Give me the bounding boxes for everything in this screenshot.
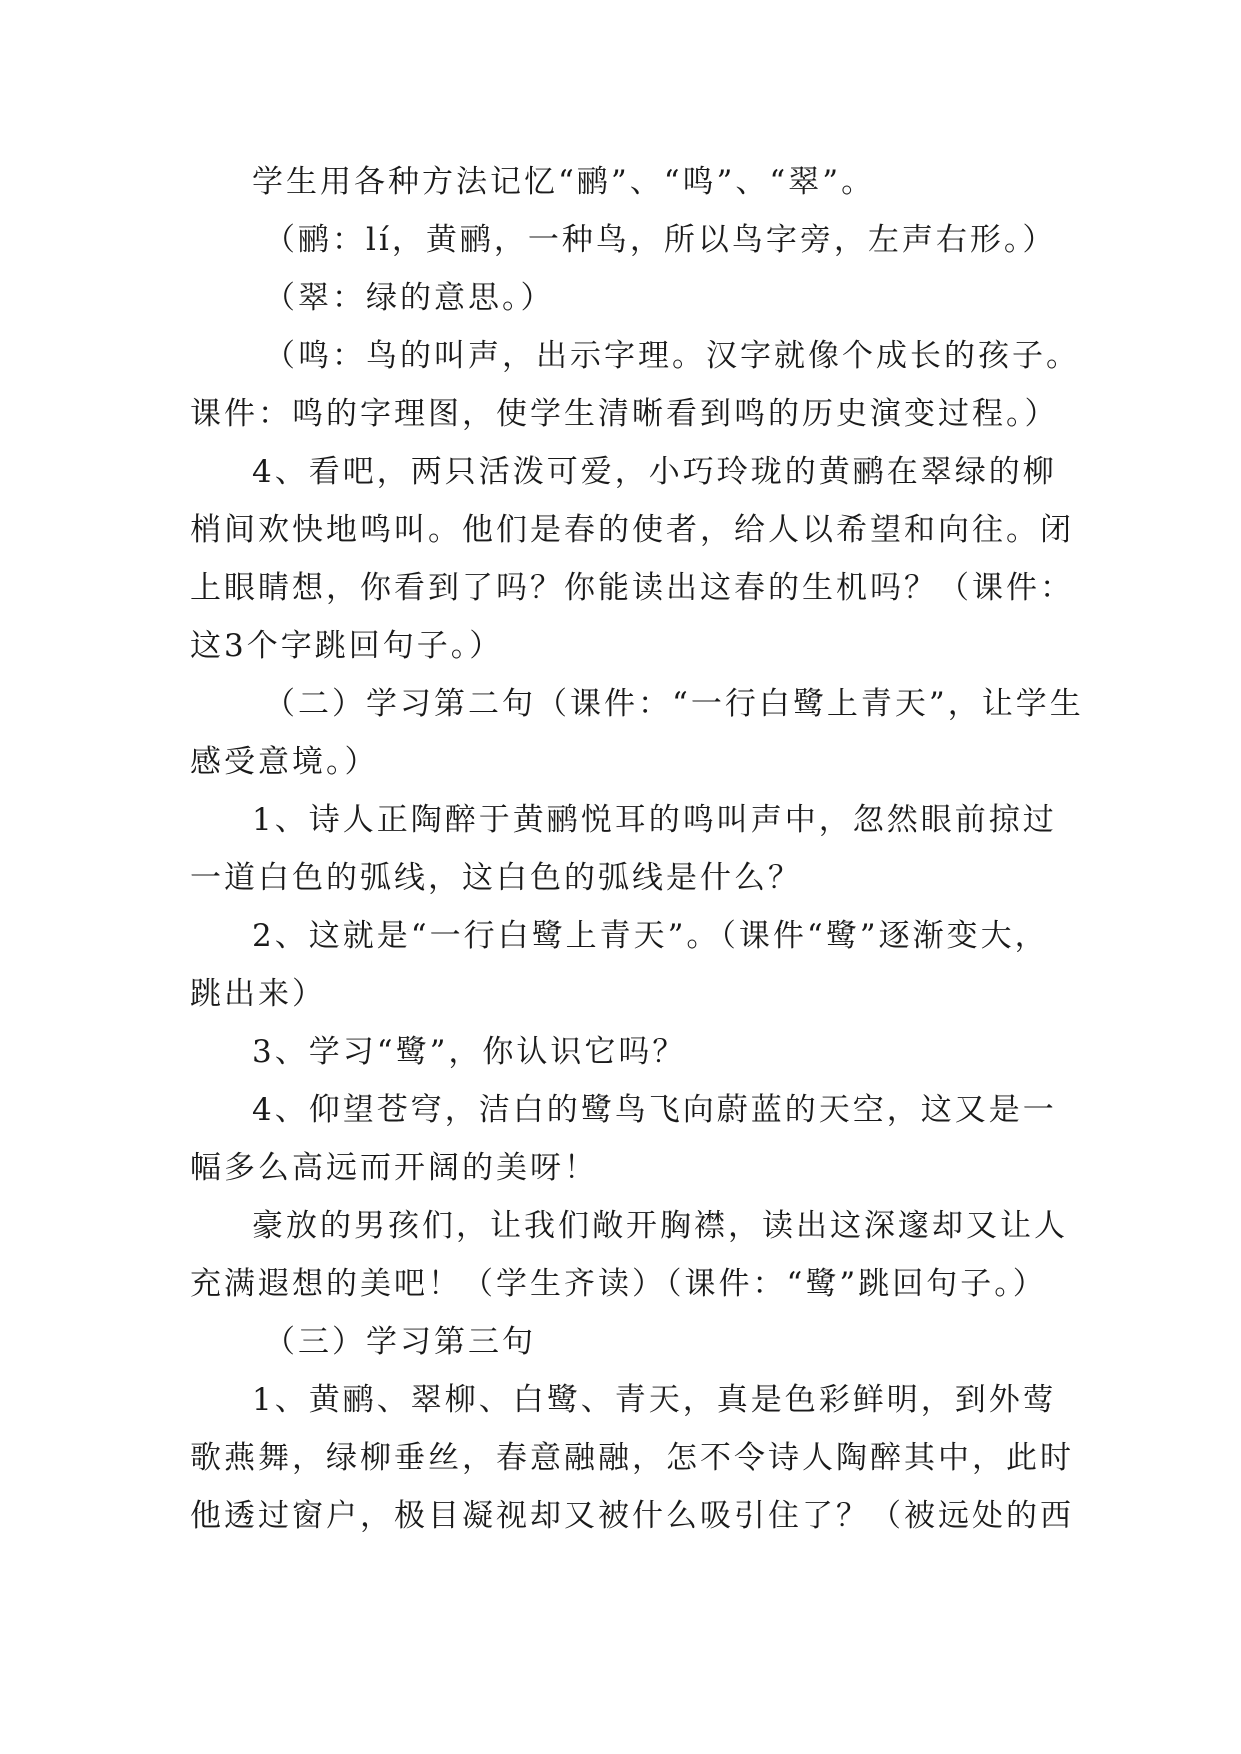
text-line: 3、学习“鹭”，你认识它吗？: [252, 1034, 687, 1070]
text-line: 幅多么高远而开阔的美呀！: [190, 1150, 598, 1186]
text-line: 这3个字跳回句子。）: [190, 628, 504, 664]
text-line: 4、仰望苍穹，洁白的鹭鸟飞向蔚蓝的天空，这又是一: [252, 1092, 1057, 1128]
text-line: （鹂：lí，黄鹂，一种鸟，所以鸟字旁，左声右形。）: [264, 222, 1057, 258]
text-line: 一道白色的弧线，这白色的弧线是什么？: [190, 860, 802, 896]
text-line: （三）学习第三句: [264, 1324, 536, 1360]
text-line: 跳出来）: [190, 976, 326, 1012]
text-line: 梢间欢快地鸣叫。他们是春的使者，给人以希望和向往。闭: [190, 512, 1074, 548]
text-line: （翠：绿的意思。）: [264, 280, 555, 316]
text-line: 课件：鸣的字理图，使学生清晰看到鸣的历史演变过程。）: [190, 396, 1059, 432]
text-line: （鸣：鸟的叫声，出示字理。汉字就像个成长的孩子。: [264, 338, 1080, 374]
text-line: 豪放的男孩们，让我们敞开胸襟，读出这深邃却又让人: [252, 1208, 1068, 1244]
text-line: 充满遐想的美吧！（学生齐读）（课件：“鹭”跳回句子。）: [190, 1266, 1047, 1302]
text-line: 歌燕舞，绿柳垂丝，春意融融，怎不令诗人陶醉其中，此时: [190, 1440, 1074, 1476]
text-line: 2、这就是“一行白鹭上青天”。（课件“鹭”逐渐变大，: [252, 918, 1049, 954]
text-line: 上眼睛想，你看到了吗？你能读出这春的生机吗？（课件：: [190, 570, 1074, 606]
text-line: 4、看吧，两只活泼可爱，小巧玲珑的黄鹂在翠绿的柳: [252, 454, 1057, 490]
text-line: 学生用各种方法记忆“鹂”、“鸣”、“翠”。: [252, 164, 876, 200]
text-line: 他透过窗户，极目凝视却又被什么吸引住了？（被远处的西: [190, 1498, 1074, 1534]
text-line: （二）学习第二句（课件：“一行白鹭上青天”，让学生: [264, 686, 1084, 722]
text-line: 感受意境。）: [190, 744, 379, 780]
text-line: 1、诗人正陶醉于黄鹂悦耳的鸣叫声中，忽然眼前掠过: [252, 802, 1057, 838]
text-line: 1、黄鹂、翠柳、白鹭、青天，真是色彩鲜明，到外莺: [252, 1382, 1057, 1418]
